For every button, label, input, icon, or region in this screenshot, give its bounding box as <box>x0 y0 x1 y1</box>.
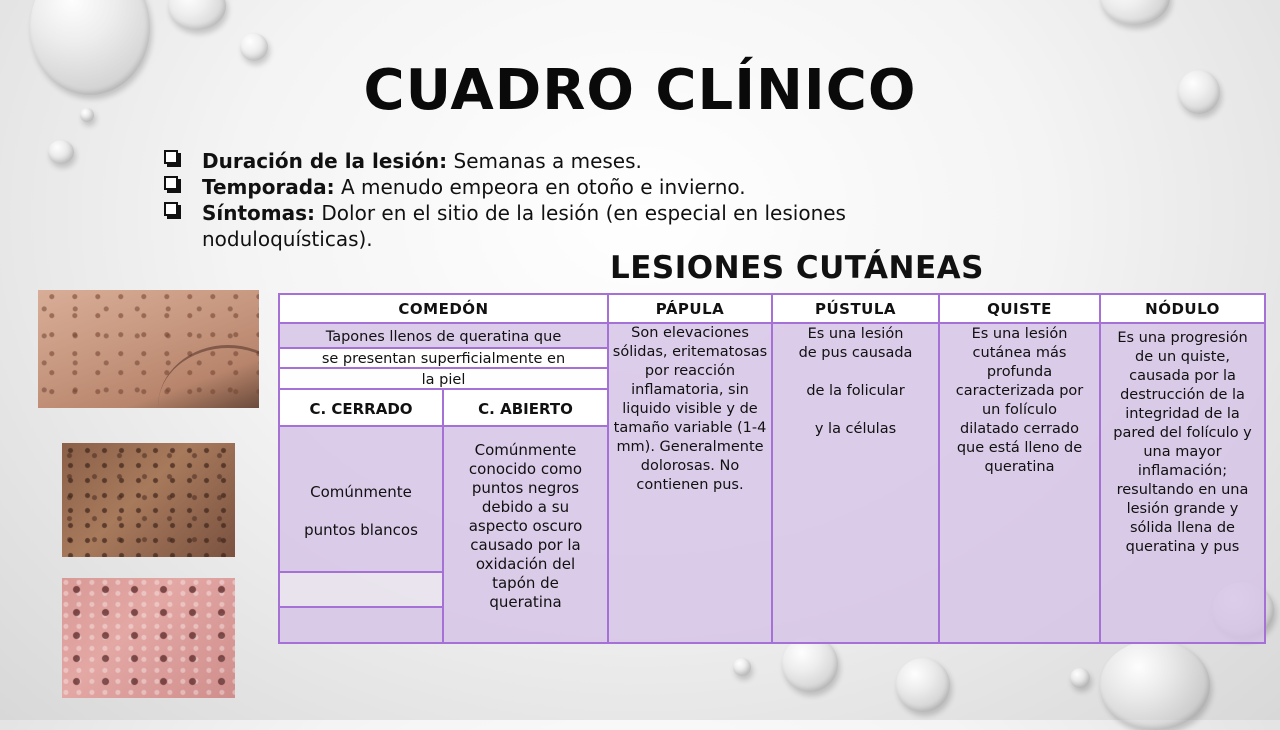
bullet-item-duracion <box>160 148 900 174</box>
subheader-c-abierto: C. ABIERTO <box>442 388 609 427</box>
header-nodulo: NÓDULO <box>1099 293 1266 324</box>
lesions-table <box>278 293 1266 644</box>
water-drop-decoration <box>1070 668 1090 688</box>
bullet-item-temporada <box>160 174 900 200</box>
water-drop-decoration <box>1100 640 1210 730</box>
cerrado-empty-row <box>278 571 444 608</box>
skin-photo-blackheads <box>62 443 235 557</box>
cerrado-empty-row <box>278 606 444 644</box>
bullet-label: Duración de la lesión: <box>202 149 448 173</box>
bullet-label: Síntomas: <box>202 201 316 225</box>
quiste-text-cell: Es una lesión cutánea más profunda caracterizada por un folículo dilatado cerrado que está lleno de queratina <box>938 322 1101 644</box>
skin-photo-comedones <box>38 290 259 408</box>
comedon-desc-line: la piel <box>278 367 609 390</box>
comedon-desc-line: se presentan superficialmente en <box>278 347 609 369</box>
pustula-line: de la folicular <box>806 383 905 399</box>
cerrado-line: Comúnmente <box>310 483 412 501</box>
checkbox-bullet-icon <box>164 176 178 190</box>
section-subtitle: LESIONES CUTÁNEAS <box>610 250 984 286</box>
slide-title: CUADRO CLÍNICO <box>363 58 917 123</box>
subheader-c-cerrado: C. CERRADO <box>278 388 444 427</box>
water-drop-decoration <box>168 0 226 30</box>
bullet-label: Temporada: <box>202 175 335 199</box>
water-drop-decoration <box>733 658 751 676</box>
water-drop-decoration <box>240 33 268 61</box>
pustula-line: de pus causada <box>798 345 913 361</box>
water-drop-decoration <box>896 658 950 712</box>
bullet-text: Dolor en el sitio de la lesión (en especial en lesiones noduloquísticas). <box>202 201 846 251</box>
checkbox-bullet-icon <box>164 202 178 216</box>
comedon-desc-line: Tapones llenos de queratina que <box>278 322 609 349</box>
header-pustula: PÚSTULA <box>771 293 940 324</box>
header-papula: PÁPULA <box>607 293 773 324</box>
cerrado-text-cell <box>278 425 444 573</box>
nodulo-text-cell: Es una progresión de un quiste, causada por la destrucción de la integridad de la pared del folículo y una mayor inflamación; resultando en una lesión grande y sólida llena de queratina y pus <box>1099 322 1266 644</box>
pustula-line: Es una lesión <box>807 326 904 342</box>
bullet-text: A menudo empeora en otoño e invierno. <box>334 175 746 199</box>
bullet-list <box>160 148 900 252</box>
bullet-text: Semanas a meses. <box>447 149 642 173</box>
abierto-text-cell: Comúnmente conocido como puntos negros debido a su aspecto oscuro causado por la oxidación del tapón de queratina <box>442 425 609 644</box>
bullet-item-sintomas <box>160 200 900 252</box>
papula-text-cell: Son elevaciones sólidas, eritematosas por reacción inflamatoria, sin liquido visible y de tamaño variable (1-4 mm). Generalmente dolorosas. No contienen pus. <box>607 322 773 644</box>
pustula-line: y la células <box>814 421 897 437</box>
water-drop-decoration <box>1100 0 1170 25</box>
cerrado-line: puntos blancos <box>304 521 418 539</box>
checkbox-bullet-icon <box>164 150 178 164</box>
header-comedon: COMEDÓN <box>278 293 609 324</box>
water-drop-decoration <box>48 140 74 164</box>
header-quiste: QUISTE <box>938 293 1101 324</box>
water-drop-decoration <box>782 636 838 692</box>
pustula-text-cell <box>771 322 940 644</box>
skin-photo-inflamed <box>62 578 235 698</box>
